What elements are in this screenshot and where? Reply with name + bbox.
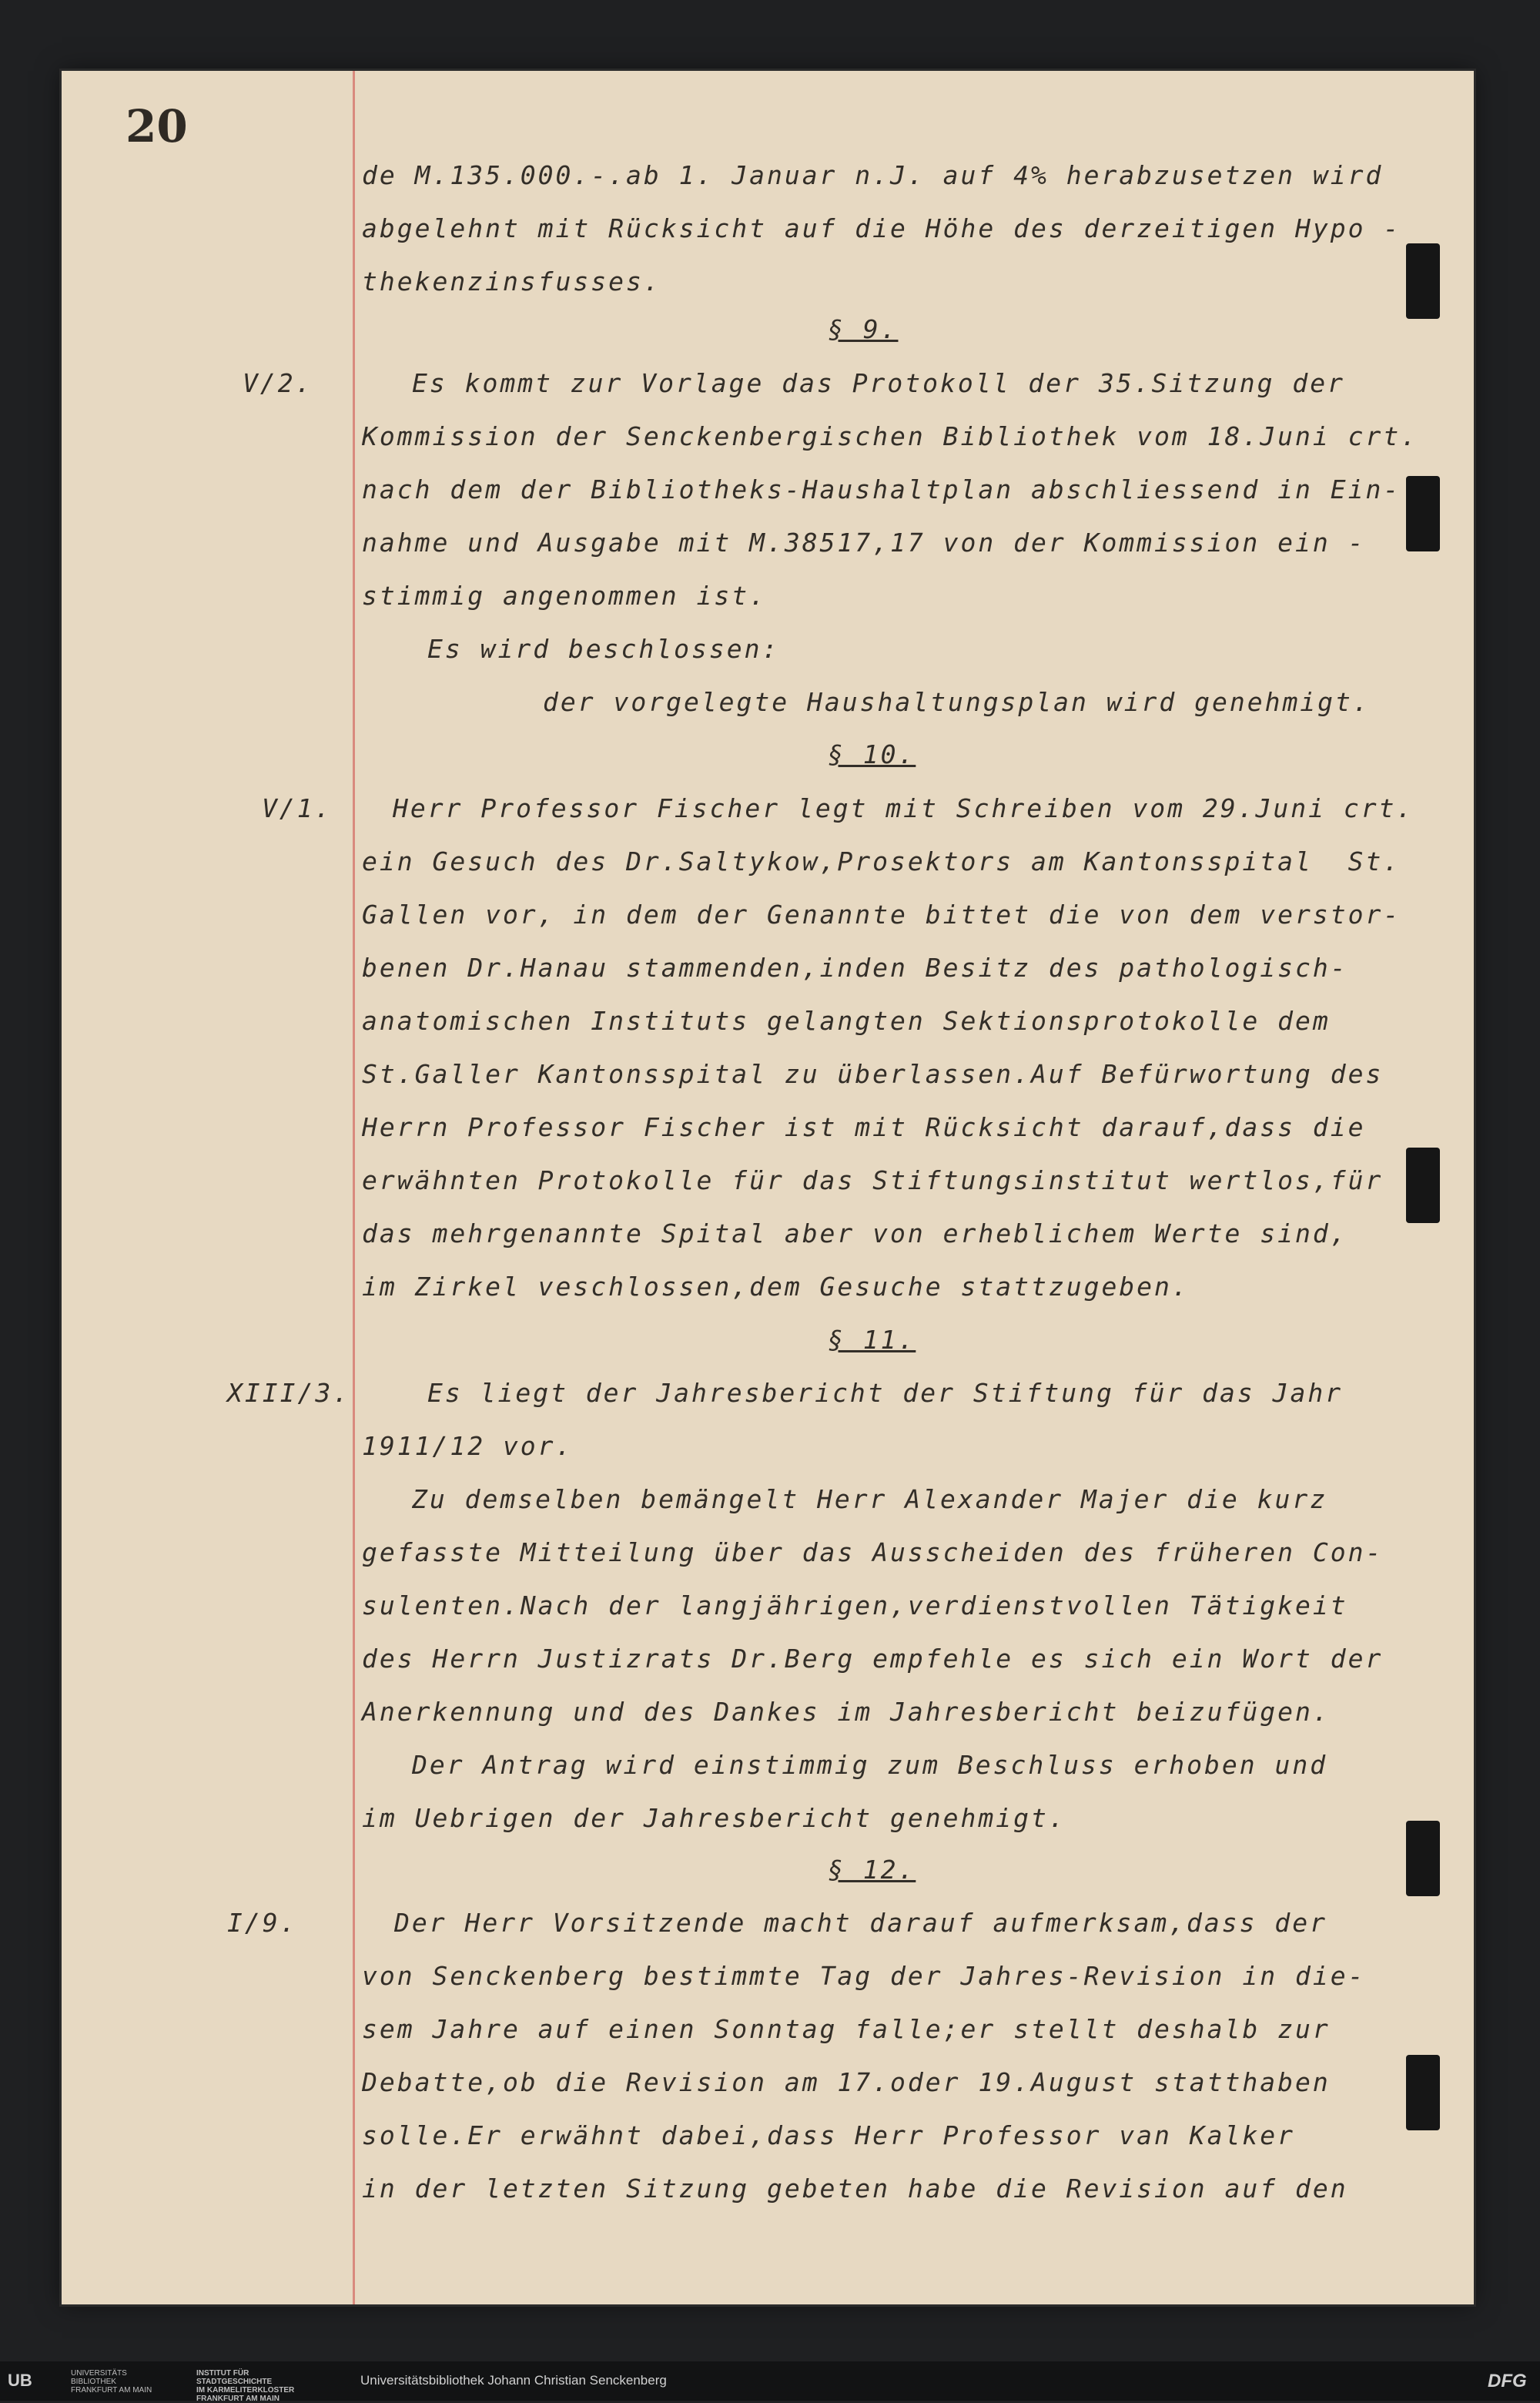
footer-bar bbox=[0, 2361, 1540, 2401]
text-line: sulenten.Nach der langjährigen,verdienstvollen Tätigkeit bbox=[362, 1590, 1348, 1620]
text-line: Gallen vor, in dem der Genannte bittet die von dem verstor- bbox=[362, 900, 1401, 930]
text-line: Der Antrag wird einstimmig zum Beschluss erhoben und bbox=[412, 1750, 1328, 1780]
section-heading: § 12. bbox=[828, 1855, 916, 1885]
text-line: solle.Er erwähnt dabei,dass Herr Professor van Kalker bbox=[362, 2120, 1295, 2150]
text-line: nach dem der Bibliotheks-Haushaltplan abschliessend in Ein- bbox=[362, 474, 1401, 504]
margin-reference: XIII/3. bbox=[227, 1378, 351, 1408]
text-line: sem Jahre auf einen Sonntag falle;er stellt deshalb zur bbox=[362, 2014, 1331, 2044]
text-line: Es wird beschlossen: bbox=[427, 634, 780, 664]
text-line: Kommission der Senckenbergischen Bibliothek vom 18.Juni crt. bbox=[362, 421, 1419, 451]
text-line: thekenzinsfusses. bbox=[362, 266, 661, 297]
binder-tab bbox=[1406, 2055, 1440, 2130]
text-line: Debatte,ob die Revision am 17.oder 19.August statthaben bbox=[362, 2067, 1331, 2097]
text-line: St.Galler Kantonsspital zu überlassen.Auf Befürwortung des bbox=[362, 1059, 1384, 1089]
section-heading: § 9. bbox=[828, 314, 899, 344]
text-line: erwähnten Protokolle für das Stiftungsinstitut wertlos,für bbox=[362, 1165, 1384, 1195]
dfg-logo: DFG bbox=[1488, 2371, 1527, 2391]
ub-logo-text: UNIVERSITÄTS BIBLIOTHEK FRANKFURT AM MAIN bbox=[71, 2369, 152, 2395]
library-name: Universitätsbibliothek Johann Christian Senckenberg bbox=[360, 2373, 667, 2388]
text-line: abgelehnt mit Rücksicht auf die Höhe des derzeitigen Hypo - bbox=[362, 213, 1401, 243]
text-line: anatomischen Instituts gelangten Sektionsprotokolle dem bbox=[362, 1006, 1331, 1036]
text-line: das mehrgenannte Spital aber von erheblichem Werte sind, bbox=[362, 1218, 1348, 1248]
margin-reference: V/2. bbox=[243, 368, 313, 398]
text-line: Es kommt zur Vorlage das Protokoll der 35.Sitzung der bbox=[412, 368, 1345, 398]
text-line: de M.135.000.-.ab 1. Januar n.J. auf 4% herabzusetzen wird bbox=[362, 160, 1384, 190]
margin-reference: I/9. bbox=[227, 1908, 298, 1938]
text-line: im Uebrigen der Jahresbericht genehmigt. bbox=[362, 1803, 1066, 1833]
text-line: Zu demselben bemängelt Herr Alexander Majer die kurz bbox=[412, 1484, 1328, 1514]
text-line: Herr Professor Fischer legt mit Schreiben vom 29.Juni crt. bbox=[393, 793, 1414, 823]
text-line: der vorgelegte Haushaltungsplan wird genehmigt. bbox=[543, 687, 1371, 717]
text-line: 1911/12 vor. bbox=[362, 1431, 574, 1461]
text-line: von Senckenberg bestimmte Tag der Jahres-Revision in die- bbox=[362, 1961, 1366, 1991]
ub-logo: UB bbox=[8, 2371, 32, 2390]
text-line: Es liegt der Jahresbericht der Stiftung für das Jahr bbox=[427, 1378, 1344, 1408]
section-heading: § 11. bbox=[828, 1325, 916, 1355]
text-line: in der letzten Sitzung gebeten habe die Revision auf den bbox=[362, 2173, 1348, 2204]
text-line: Herrn Professor Fischer ist mit Rücksicht darauf,dass die bbox=[362, 1112, 1366, 1142]
margin-reference: V/1. bbox=[262, 793, 333, 823]
text-line: im Zirkel veschlossen,dem Gesuche stattzugeben. bbox=[362, 1272, 1190, 1302]
section-heading: § 10. bbox=[828, 739, 916, 769]
text-line: Der Herr Vorsitzende macht darauf aufmerksam,dass der bbox=[394, 1908, 1327, 1938]
text-line: ein Gesuch des Dr.Saltykow,Prosektors am Kantonsspital St. bbox=[362, 846, 1401, 876]
binder-tab bbox=[1406, 243, 1440, 319]
text-line: des Herrn Justizrats Dr.Berg empfehle es sich ein Wort der bbox=[362, 1644, 1384, 1674]
text-line: benen Dr.Hanau stammenden,inden Besitz des pathologisch- bbox=[362, 953, 1348, 983]
margin-rule bbox=[353, 71, 355, 2304]
binder-tab bbox=[1406, 1821, 1440, 1896]
text-line: stimmig angenommen ist. bbox=[362, 581, 767, 611]
page-number: 20 bbox=[126, 100, 188, 152]
binder-tab bbox=[1406, 1148, 1440, 1223]
text-line: nahme und Ausgabe mit M.38517,17 von der Kommission ein - bbox=[362, 528, 1366, 558]
institute-logo-text: INSTITUT FÜR STADTGESCHICHTE IM KARMELITERKLOSTER FRANKFURT AM MAIN bbox=[196, 2369, 295, 2403]
text-line: Anerkennung und des Dankes im Jahresbericht beizufügen. bbox=[362, 1697, 1331, 1727]
binder-tab bbox=[1406, 476, 1440, 551]
text-line: gefasste Mitteilung über das Ausscheiden des früheren Con- bbox=[362, 1537, 1384, 1567]
